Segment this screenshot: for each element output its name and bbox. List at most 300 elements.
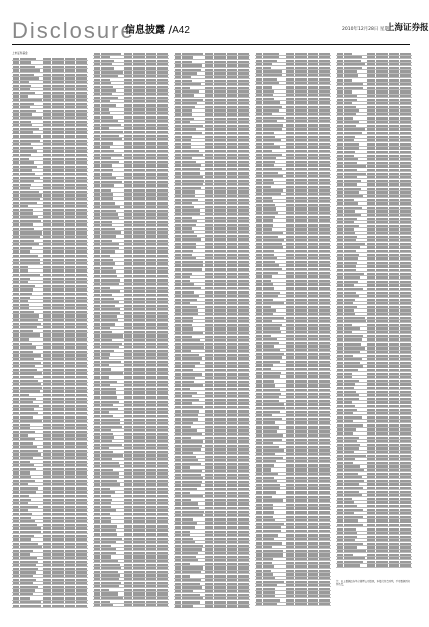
table-cell xyxy=(43,74,51,76)
table-cell xyxy=(76,506,87,508)
table-cell xyxy=(101,451,113,453)
table-cell xyxy=(146,157,156,159)
table-cell xyxy=(157,206,168,208)
table-cell xyxy=(76,92,87,94)
table-cell xyxy=(101,287,110,289)
table-cell xyxy=(133,150,145,152)
table-cell xyxy=(133,517,145,519)
table-cell xyxy=(133,259,145,261)
table-cell xyxy=(157,488,168,490)
table-cell xyxy=(94,116,100,119)
table-cell xyxy=(52,502,64,504)
table-cell xyxy=(101,384,110,386)
table-cell xyxy=(52,442,64,445)
table-cell xyxy=(65,330,75,332)
table-cell xyxy=(94,429,100,431)
table-cell xyxy=(94,331,100,333)
table-cell xyxy=(133,224,145,226)
table-cell xyxy=(20,147,33,149)
table-cell xyxy=(124,63,132,65)
table-cell xyxy=(157,231,168,233)
table-cell xyxy=(76,150,87,152)
table-cell xyxy=(65,480,75,482)
table-cell xyxy=(157,161,168,163)
table-cell xyxy=(65,438,75,440)
table-cell xyxy=(94,422,100,424)
table-cell xyxy=(124,97,132,99)
table-cell xyxy=(52,487,64,490)
table-cell xyxy=(13,538,19,541)
table-cell xyxy=(146,444,156,446)
table-cell xyxy=(124,104,132,107)
table-cell xyxy=(20,412,38,414)
table-cell xyxy=(13,346,19,349)
table-cell xyxy=(133,411,145,413)
table-row xyxy=(12,604,88,608)
table-cell xyxy=(157,217,168,219)
table-cell xyxy=(52,110,64,112)
table-cell xyxy=(76,487,87,490)
table-cell xyxy=(101,312,120,314)
table-cell xyxy=(65,446,75,448)
table-cell xyxy=(94,323,100,326)
table-cell xyxy=(124,154,132,156)
table-cell xyxy=(65,524,75,526)
table-cell xyxy=(52,85,64,87)
table-cell xyxy=(20,205,28,207)
table-cell xyxy=(124,357,132,359)
table-cell xyxy=(76,383,87,385)
table-cell xyxy=(65,212,75,214)
table-cell xyxy=(13,169,19,171)
table-cell xyxy=(13,513,19,515)
table-cell xyxy=(52,121,64,123)
table-cell xyxy=(146,391,156,394)
table-cell xyxy=(133,339,145,341)
table-cell xyxy=(76,74,87,76)
table-cell xyxy=(146,517,156,519)
table-cell xyxy=(94,433,100,435)
table-cell xyxy=(101,454,123,456)
table-cell xyxy=(43,442,51,445)
table-cell xyxy=(146,275,156,277)
table-cell xyxy=(13,582,19,584)
table-cell xyxy=(157,100,168,102)
table-cell xyxy=(65,274,75,276)
table-cell xyxy=(124,404,132,406)
table-cell xyxy=(65,513,75,515)
table-cell xyxy=(101,164,112,167)
table-cell xyxy=(43,194,51,196)
table-cell xyxy=(101,294,112,296)
table-cell xyxy=(43,495,51,497)
table-cell xyxy=(13,66,19,68)
table-cell xyxy=(13,427,19,429)
table-cell xyxy=(65,135,75,138)
table-cell xyxy=(157,112,168,114)
table-cell xyxy=(133,71,145,73)
table-cell xyxy=(146,127,156,129)
table-cell xyxy=(43,117,51,119)
table-cell xyxy=(13,557,19,559)
table-cell xyxy=(101,112,110,114)
table-cell xyxy=(20,383,41,385)
table-cell xyxy=(43,457,51,459)
table-cell xyxy=(133,135,145,137)
table-cell xyxy=(146,120,156,122)
table-cell xyxy=(43,166,51,168)
table-cell xyxy=(94,506,100,508)
table-cell xyxy=(76,113,87,115)
table-cell xyxy=(124,319,132,321)
table-cell xyxy=(43,262,51,264)
table-cell xyxy=(124,112,132,114)
table-cell xyxy=(133,495,145,497)
table-cell xyxy=(65,424,75,426)
table-cell xyxy=(65,582,75,584)
table-cell xyxy=(52,412,64,414)
table-cell xyxy=(13,304,19,306)
table-cell xyxy=(52,77,64,79)
table-cell xyxy=(124,53,132,55)
table-cell xyxy=(124,247,132,249)
table-cell xyxy=(133,488,145,490)
table-cell xyxy=(76,420,87,422)
table-cell xyxy=(146,319,156,321)
table-cell xyxy=(101,60,114,62)
table-cell xyxy=(13,220,19,222)
table-cell xyxy=(94,250,100,253)
table-cell xyxy=(101,104,116,107)
table-cell xyxy=(43,161,51,164)
table-cell xyxy=(52,173,64,175)
table-cell xyxy=(133,327,145,329)
table-cell xyxy=(52,597,64,600)
table-cell xyxy=(101,100,110,102)
table-cell xyxy=(65,442,75,445)
table-cell xyxy=(94,472,100,474)
table-cell xyxy=(65,390,75,392)
table-cell xyxy=(94,488,100,490)
table-cell xyxy=(94,181,100,183)
table-cell xyxy=(157,346,168,348)
table-cell xyxy=(76,333,87,336)
table-cell xyxy=(94,224,100,226)
table-cell xyxy=(65,240,75,242)
table-cell xyxy=(43,586,51,588)
table-cell xyxy=(76,471,87,474)
table-cell xyxy=(76,307,87,309)
table-cell xyxy=(43,77,51,79)
table-cell xyxy=(146,408,156,410)
table-cell xyxy=(124,411,132,413)
table-cell xyxy=(133,154,145,156)
table-cell xyxy=(13,194,19,196)
table-cell xyxy=(101,315,117,317)
table-cell xyxy=(76,351,87,353)
table-cell xyxy=(124,339,132,341)
table-cell xyxy=(76,408,87,410)
table-cell xyxy=(76,579,87,581)
table-cell xyxy=(20,538,31,541)
table-cell xyxy=(146,350,156,352)
table-cell xyxy=(43,434,51,436)
table-cell xyxy=(20,405,39,407)
table-cell xyxy=(133,305,145,307)
table-cell xyxy=(76,524,87,526)
table-cell xyxy=(124,408,132,410)
table-cell xyxy=(20,161,34,164)
table-cell xyxy=(133,444,145,446)
table-cell xyxy=(65,343,75,345)
table-cell xyxy=(52,457,64,459)
table-cell xyxy=(124,262,132,265)
table-cell xyxy=(13,401,19,403)
table-cell xyxy=(65,143,75,145)
table-cell xyxy=(76,362,87,364)
table-cell xyxy=(124,287,132,289)
table-cell xyxy=(133,164,145,167)
table-cell xyxy=(76,468,87,470)
table-cell xyxy=(101,184,114,187)
table-cell xyxy=(101,440,112,442)
table-cell xyxy=(52,358,64,360)
table-cell xyxy=(43,531,51,533)
table-cell xyxy=(94,419,100,421)
table-cell xyxy=(13,228,19,230)
table-cell xyxy=(52,74,64,76)
table-cell xyxy=(157,444,168,446)
table-cell xyxy=(20,266,28,268)
table-cell xyxy=(65,387,75,389)
table-cell xyxy=(76,553,87,555)
table-cell xyxy=(146,339,156,341)
table-cell xyxy=(65,121,75,123)
table-cell xyxy=(157,173,168,176)
table-cell xyxy=(43,557,51,559)
table-cell xyxy=(157,82,168,84)
table-cell xyxy=(133,228,145,230)
table-cell xyxy=(133,217,145,219)
table-cell xyxy=(76,135,87,138)
table-cell xyxy=(13,191,19,193)
table-cell xyxy=(76,297,87,299)
table-cell xyxy=(65,476,75,478)
table-cell xyxy=(52,365,64,367)
table-cell xyxy=(52,319,64,321)
table-cell xyxy=(76,483,87,485)
table-cell xyxy=(133,447,145,449)
table-cell xyxy=(43,398,51,400)
table-cell xyxy=(94,97,100,99)
table-cell xyxy=(76,330,87,332)
table-cell xyxy=(124,283,132,285)
table-cell xyxy=(76,212,87,214)
table-cell xyxy=(146,429,156,431)
table-cell xyxy=(20,250,30,253)
table-cell xyxy=(146,419,156,421)
table-cell xyxy=(124,60,132,62)
table-cell xyxy=(52,346,64,349)
table-cell xyxy=(65,58,75,60)
table-cell xyxy=(13,202,19,204)
table-cell xyxy=(76,401,87,403)
table-cell xyxy=(76,220,87,222)
table-cell xyxy=(43,471,51,474)
table-cell xyxy=(146,71,156,73)
table-cell xyxy=(133,138,145,140)
table-cell xyxy=(52,387,64,389)
table-cell xyxy=(13,128,19,130)
table-cell xyxy=(124,301,132,303)
table-cell xyxy=(20,262,40,264)
table-cell xyxy=(146,240,156,242)
table-cell xyxy=(94,353,100,355)
table-cell xyxy=(133,262,145,265)
table-cell xyxy=(94,100,100,102)
table-cell xyxy=(43,517,51,519)
table-cell xyxy=(124,476,132,478)
table-cell xyxy=(52,58,64,60)
table-cell xyxy=(157,495,168,497)
table-cell xyxy=(65,209,75,211)
table-cell xyxy=(76,58,87,60)
table-cell xyxy=(52,161,64,164)
table-cell xyxy=(43,354,51,356)
table-cell xyxy=(124,396,132,399)
table-cell xyxy=(65,333,75,336)
table-cell xyxy=(157,262,168,265)
table-cell xyxy=(146,250,156,253)
table-cell xyxy=(101,339,112,341)
table-cell xyxy=(133,210,145,212)
table-cell xyxy=(101,142,113,145)
table-cell xyxy=(52,464,64,466)
table-cell xyxy=(52,243,64,245)
table-cell xyxy=(133,315,145,317)
table-cell xyxy=(76,543,87,545)
table-cell xyxy=(65,365,75,367)
table-cell xyxy=(76,550,87,552)
table-cell xyxy=(101,161,119,163)
masthead xyxy=(12,18,410,44)
table-cell xyxy=(133,173,145,176)
table-cell xyxy=(101,210,116,212)
table-cell xyxy=(76,457,87,459)
table-cell xyxy=(20,124,32,126)
table-cell xyxy=(101,525,117,528)
table-cell xyxy=(133,89,145,91)
table-cell xyxy=(20,131,33,133)
table-cell xyxy=(52,506,64,508)
table-cell xyxy=(20,480,35,482)
table-cell xyxy=(20,427,30,429)
table-cell xyxy=(146,520,156,523)
table-cell xyxy=(101,157,111,159)
table-cell xyxy=(13,110,19,112)
table-cell xyxy=(43,416,51,419)
table-cell xyxy=(101,67,114,70)
table-cell xyxy=(65,223,75,226)
table-cell xyxy=(65,124,75,126)
table-cell xyxy=(65,502,75,504)
table-cell xyxy=(13,394,19,396)
table-cell xyxy=(13,564,19,566)
table-cell xyxy=(124,146,132,148)
table-cell xyxy=(94,298,100,300)
table-cell xyxy=(65,288,75,291)
table-cell xyxy=(13,424,19,426)
table-cell xyxy=(52,524,64,526)
table-cell xyxy=(157,255,168,257)
table-cell xyxy=(157,465,168,467)
table-cell xyxy=(124,451,132,453)
table-cell xyxy=(101,334,123,337)
table-cell xyxy=(20,285,35,287)
table-cell xyxy=(146,447,156,449)
table-cell xyxy=(157,339,168,341)
table-cell xyxy=(101,217,119,219)
table-cell xyxy=(20,376,34,378)
table-cell xyxy=(76,568,87,570)
table-cell xyxy=(76,99,87,101)
table-cell xyxy=(20,74,34,76)
table-cell xyxy=(146,283,156,285)
table-cell xyxy=(20,103,34,105)
table-cell xyxy=(124,419,132,421)
table-cell xyxy=(43,593,51,595)
table-cell xyxy=(13,506,19,508)
table-cell xyxy=(20,387,42,389)
table-cell xyxy=(94,408,100,410)
table-cell xyxy=(76,216,87,218)
table-cell xyxy=(20,297,30,299)
table-cell xyxy=(124,279,132,282)
table-cell xyxy=(20,95,28,97)
table-cell xyxy=(76,202,87,204)
table-cell xyxy=(94,509,100,511)
table-cell xyxy=(52,517,64,519)
table-cell xyxy=(43,131,51,133)
table-cell xyxy=(20,169,32,171)
table-cell xyxy=(52,154,64,156)
table-cell xyxy=(146,506,156,508)
table-cell xyxy=(20,597,30,600)
table-cell xyxy=(13,380,19,382)
table-cell xyxy=(20,247,32,249)
table-cell xyxy=(43,121,51,123)
table-cell xyxy=(13,527,19,529)
table-cell xyxy=(133,124,145,126)
table-cell xyxy=(43,605,51,607)
table-cell xyxy=(146,346,156,348)
table-cell xyxy=(133,415,145,417)
table-cell xyxy=(146,210,156,212)
table-cell xyxy=(52,106,64,108)
table-cell xyxy=(52,553,64,555)
table-cell xyxy=(76,557,87,559)
table-cell xyxy=(157,89,168,91)
table-cell xyxy=(76,527,87,529)
table-cell xyxy=(76,61,87,64)
table-cell xyxy=(146,388,156,390)
table-cell xyxy=(65,506,75,508)
table-cell xyxy=(146,376,156,379)
table-cell xyxy=(101,247,119,249)
table-cell xyxy=(52,198,64,200)
table-cell xyxy=(43,461,51,463)
table-cell xyxy=(124,150,132,152)
